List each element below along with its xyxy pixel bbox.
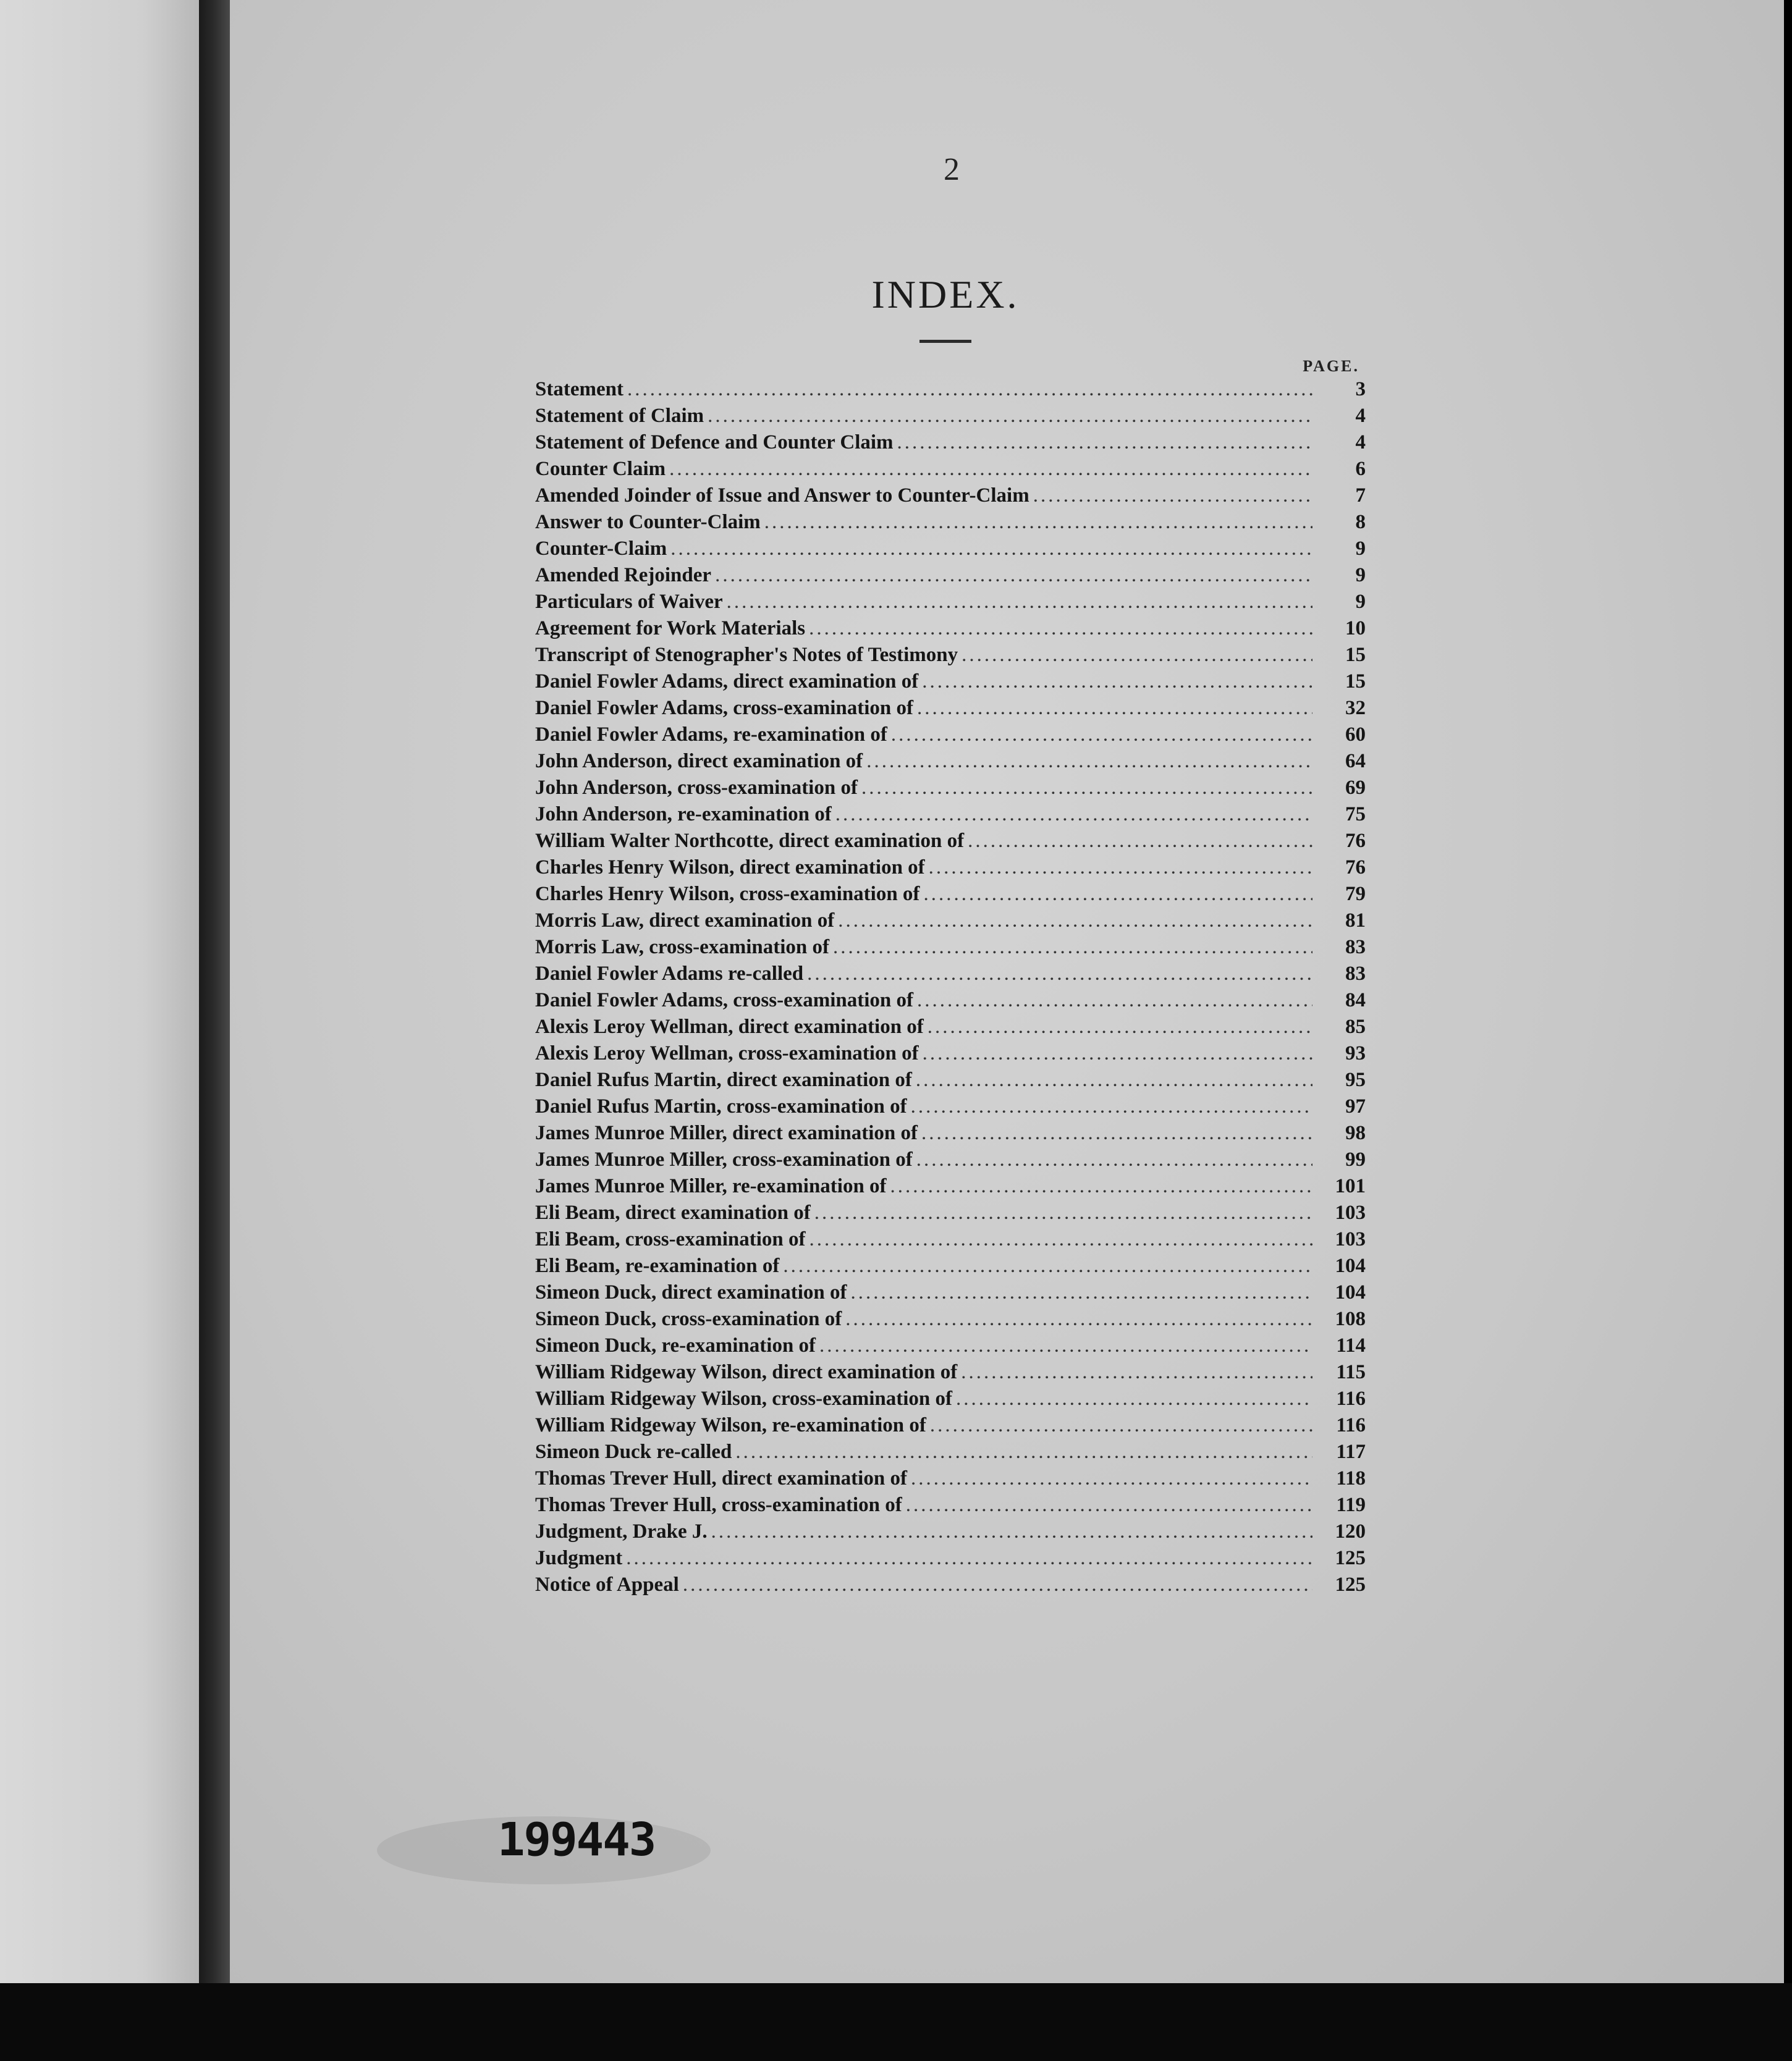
scan-border [0,1983,1792,2061]
dot-leader [956,1388,1312,1410]
index-entry [535,750,1366,777]
dot-leader [922,670,1312,693]
index-entry-page: 75 [1345,803,1366,825]
index-entry-page: 84 [1345,989,1366,1011]
index-entry-label: Alexis Leroy Wellman, direct examination of [535,1016,924,1038]
index-entry-label: Agreement for Work Materials [535,617,806,639]
index-entry [535,856,1366,883]
index-entry-page: 103 [1335,1228,1366,1250]
index-entry-label: Notice of Appeal [535,1574,679,1596]
index-entry-label: Particulars of Waiver [535,591,723,613]
index-entry-page: 15 [1345,644,1366,666]
index-entry [535,378,1366,405]
dot-leader [1033,484,1312,507]
dot-leader [809,617,1312,640]
index-entry-label: John Anderson, re-examination of [535,803,832,825]
index-entry [535,936,1366,963]
index-entry [535,1069,1366,1095]
index-entry-page: 108 [1335,1308,1366,1330]
index-entry-page: 104 [1335,1281,1366,1304]
index-entry [535,1149,1366,1175]
dot-leader [928,1016,1312,1039]
dot-leader [835,803,1312,826]
dot-leader [764,511,1312,534]
index-entry-label: William Ridgeway Wilson, cross-examination of [535,1388,953,1410]
dot-leader [923,1042,1312,1065]
index-entry [535,431,1366,458]
dot-leader [627,378,1312,401]
index-entry-page: 32 [1345,697,1366,719]
dot-leader [833,936,1312,959]
index-entry [535,777,1366,803]
index-entry-page: 95 [1345,1069,1366,1091]
index-entry-label: Statement [535,378,623,400]
index-entry-label: Thomas Trever Hull, cross-examination of [535,1494,902,1516]
index-entry-label: Daniel Fowler Adams, re-examination of [535,723,887,746]
index-entry-page: 114 [1336,1334,1366,1357]
index-entry [535,963,1366,989]
index-entry-label: John Anderson, direct examination of [535,750,863,772]
index-entry-label: James Munroe Miller, direct examination of [535,1122,918,1144]
index-entry-page: 3 [1355,378,1366,400]
index-entry-label: John Anderson, cross-examination of [535,777,858,799]
index-entry [535,1281,1366,1308]
index-entry-page: 15 [1345,670,1366,693]
dot-leader [911,1095,1312,1118]
dot-leader [735,1441,1312,1464]
index-entry-page: 4 [1355,431,1366,453]
index-entry [535,1308,1366,1334]
dot-leader [917,697,1312,720]
dot-leader [906,1494,1312,1517]
index-entry-page: 9 [1355,591,1366,613]
index-entry-label: William Ridgeway Wilson, re-examination of [535,1414,926,1436]
dot-leader [897,431,1312,454]
index-entry-label: Statement of Claim [535,405,704,427]
index-entry-page: 125 [1335,1547,1366,1569]
index-entry-page: 117 [1336,1441,1366,1463]
dot-leader [861,777,1312,799]
index-entry [535,564,1366,591]
index-entry-label: Morris Law, direct examination of [535,909,835,932]
dot-leader [916,1069,1312,1092]
index-entry-page: 8 [1355,511,1366,533]
index-entry-page: 76 [1345,830,1366,852]
index-entry [535,1494,1366,1520]
dot-leader [850,1281,1312,1304]
index-entry-page: 116 [1336,1388,1366,1410]
index-entry [535,1202,1366,1228]
index-entry [535,1255,1366,1281]
index-entry-page: 103 [1335,1202,1366,1224]
index-entry-label: Charles Henry Wilson, direct examination of [535,856,925,879]
index-entry-page: 10 [1345,617,1366,639]
index-entry-label: Thomas Trever Hull, direct examination of [535,1467,907,1490]
index-entry-label: Answer to Counter-Claim [535,511,761,533]
index-entry [535,830,1366,856]
index-entry [535,1388,1366,1414]
index-entry-page: 64 [1345,750,1366,772]
index-entry [535,909,1366,936]
index-entry-label: Eli Beam, cross-examination of [535,1228,806,1250]
index-entry [535,803,1366,830]
index-entry-page: 6 [1355,458,1366,480]
index-entry-page: 9 [1355,537,1366,560]
index-entry [535,1228,1366,1255]
index-entry [535,511,1366,537]
index-entry-page: 83 [1345,963,1366,985]
dot-leader [807,963,1312,985]
index-entry [535,1095,1366,1122]
dot-leader [929,856,1312,879]
index-entry-label: Simeon Duck, cross-examination of [535,1308,842,1330]
dot-leader [890,1175,1312,1198]
index-entry-label: William Walter Northcotte, direct examination of [535,830,965,852]
index-entry [535,1016,1366,1042]
page-title: INDEX. [871,272,1020,316]
index-entry-page: 4 [1355,405,1366,427]
index-entry-page: 9 [1355,564,1366,586]
index-entry [535,1520,1366,1547]
index-entry-page: 104 [1335,1255,1366,1277]
dot-leader [670,537,1312,560]
dot-leader [708,405,1312,428]
index-entry-page: 115 [1336,1361,1366,1383]
index-entry-label: Eli Beam, re-examination of [535,1255,780,1277]
dot-leader [845,1308,1312,1331]
index-entry [535,458,1366,484]
dot-leader [968,830,1312,853]
dot-leader [866,750,1312,773]
index-entry-label: Morris Law, cross-examination of [535,936,830,958]
index-entry [535,537,1366,564]
index-entry-label: Judgment, Drake J. [535,1520,708,1543]
index-entry [535,697,1366,723]
index-entry-page: 99 [1345,1149,1366,1171]
dot-leader [683,1574,1312,1596]
index-entry-label: Daniel Fowler Adams, cross-examination of [535,989,913,1011]
dot-leader [923,883,1312,906]
dot-leader [783,1255,1312,1278]
dot-leader [727,591,1312,613]
index-entry-page: 116 [1336,1414,1366,1436]
index-entry-label: Amended Joinder of Issue and Answer to Counter-Claim [535,484,1029,507]
accession-stamp: 199443 [497,1813,656,1866]
index-entry-label: Daniel Fowler Adams re-called [535,963,804,985]
index-entry-label: Counter Claim [535,458,666,480]
index-entry [535,1334,1366,1361]
dot-leader [921,1122,1312,1145]
dot-leader [819,1334,1312,1357]
index-entry-page: 119 [1336,1494,1366,1516]
index-entry-page: 101 [1335,1175,1366,1197]
dot-leader [814,1202,1312,1224]
index-entry-page: 97 [1345,1095,1366,1118]
index-entry-page: 120 [1335,1520,1366,1543]
index-entry-label: Alexis Leroy Wellman, cross-examination of [535,1042,919,1064]
dot-leader [891,723,1312,746]
index-entry [535,591,1366,617]
index-entry-page: 79 [1345,883,1366,905]
index-entry [535,1414,1366,1441]
dot-leader [917,989,1312,1012]
index-entry [535,1547,1366,1574]
index-entry-label: Daniel Rufus Martin, cross-examination of [535,1095,907,1118]
index-entry-label: Counter-Claim [535,537,667,560]
index-entry [535,484,1366,511]
index-entry-page: 69 [1345,777,1366,799]
dot-leader [711,1520,1312,1543]
facing-page [0,0,204,2061]
index-list [535,378,1366,1600]
index-entry-label: Simeon Duck, direct examination of [535,1281,847,1304]
index-entry-page: 81 [1345,909,1366,932]
title-rule [919,340,971,343]
dot-leader [715,564,1312,587]
index-entry [535,1042,1366,1069]
index-entry [535,1467,1366,1494]
index-entry [535,989,1366,1016]
dot-leader [930,1414,1312,1437]
dot-leader [838,909,1312,932]
index-entry-page: 93 [1345,1042,1366,1064]
dot-leader [809,1228,1312,1251]
index-entry-label: Judgment [535,1547,623,1569]
index-entry-page: 83 [1345,936,1366,958]
index-entry [535,1361,1366,1388]
index-entry-page: 125 [1335,1574,1366,1596]
index-entry-label: James Munroe Miller, cross-examination of [535,1149,913,1171]
index-entry-page: 60 [1345,723,1366,746]
index-entry [535,670,1366,697]
dot-leader [961,1361,1312,1384]
index-entry [535,723,1366,750]
page-number: 2 [944,152,960,187]
index-entry-page: 98 [1345,1122,1366,1144]
dot-leader [916,1149,1312,1171]
index-entry [535,405,1366,431]
page-column-heading: PAGE. [1303,357,1359,375]
index-entry [535,1574,1366,1600]
index-entry-page: 85 [1345,1016,1366,1038]
index-entry-label: Eli Beam, direct examination of [535,1202,811,1224]
index-entry [535,883,1366,909]
index-entry-label: Simeon Duck, re-examination of [535,1334,816,1357]
index-entry-label: Daniel Fowler Adams, direct examination of [535,670,919,693]
index-entry [535,617,1366,644]
index-entry-label: Amended Rejoinder [535,564,712,586]
index-entry-page: 118 [1336,1467,1366,1490]
index-entry-label: Transcript of Stenographer's Notes of Testimony [535,644,958,666]
index-entry-page: 76 [1345,856,1366,879]
index-entry [535,1175,1366,1202]
index-entry [535,644,1366,670]
index-entry [535,1441,1366,1467]
dot-leader [669,458,1312,481]
index-entry-label: Simeon Duck re-called [535,1441,732,1463]
dot-leader [962,644,1312,667]
index-entry-label: James Munroe Miller, re-examination of [535,1175,887,1197]
dot-leader [626,1547,1312,1570]
index-entry-label: Daniel Rufus Martin, direct examination of [535,1069,912,1091]
dot-leader [911,1467,1312,1490]
index-entry-page: 7 [1355,484,1366,507]
index-entry-label: Statement of Defence and Counter Claim [535,431,894,453]
index-entry-label: Charles Henry Wilson, cross-examination of [535,883,920,905]
index-entry [535,1122,1366,1149]
index-entry-label: Daniel Fowler Adams, cross-examination of [535,697,913,719]
index-entry-label: William Ridgeway Wilson, direct examination of [535,1361,958,1383]
